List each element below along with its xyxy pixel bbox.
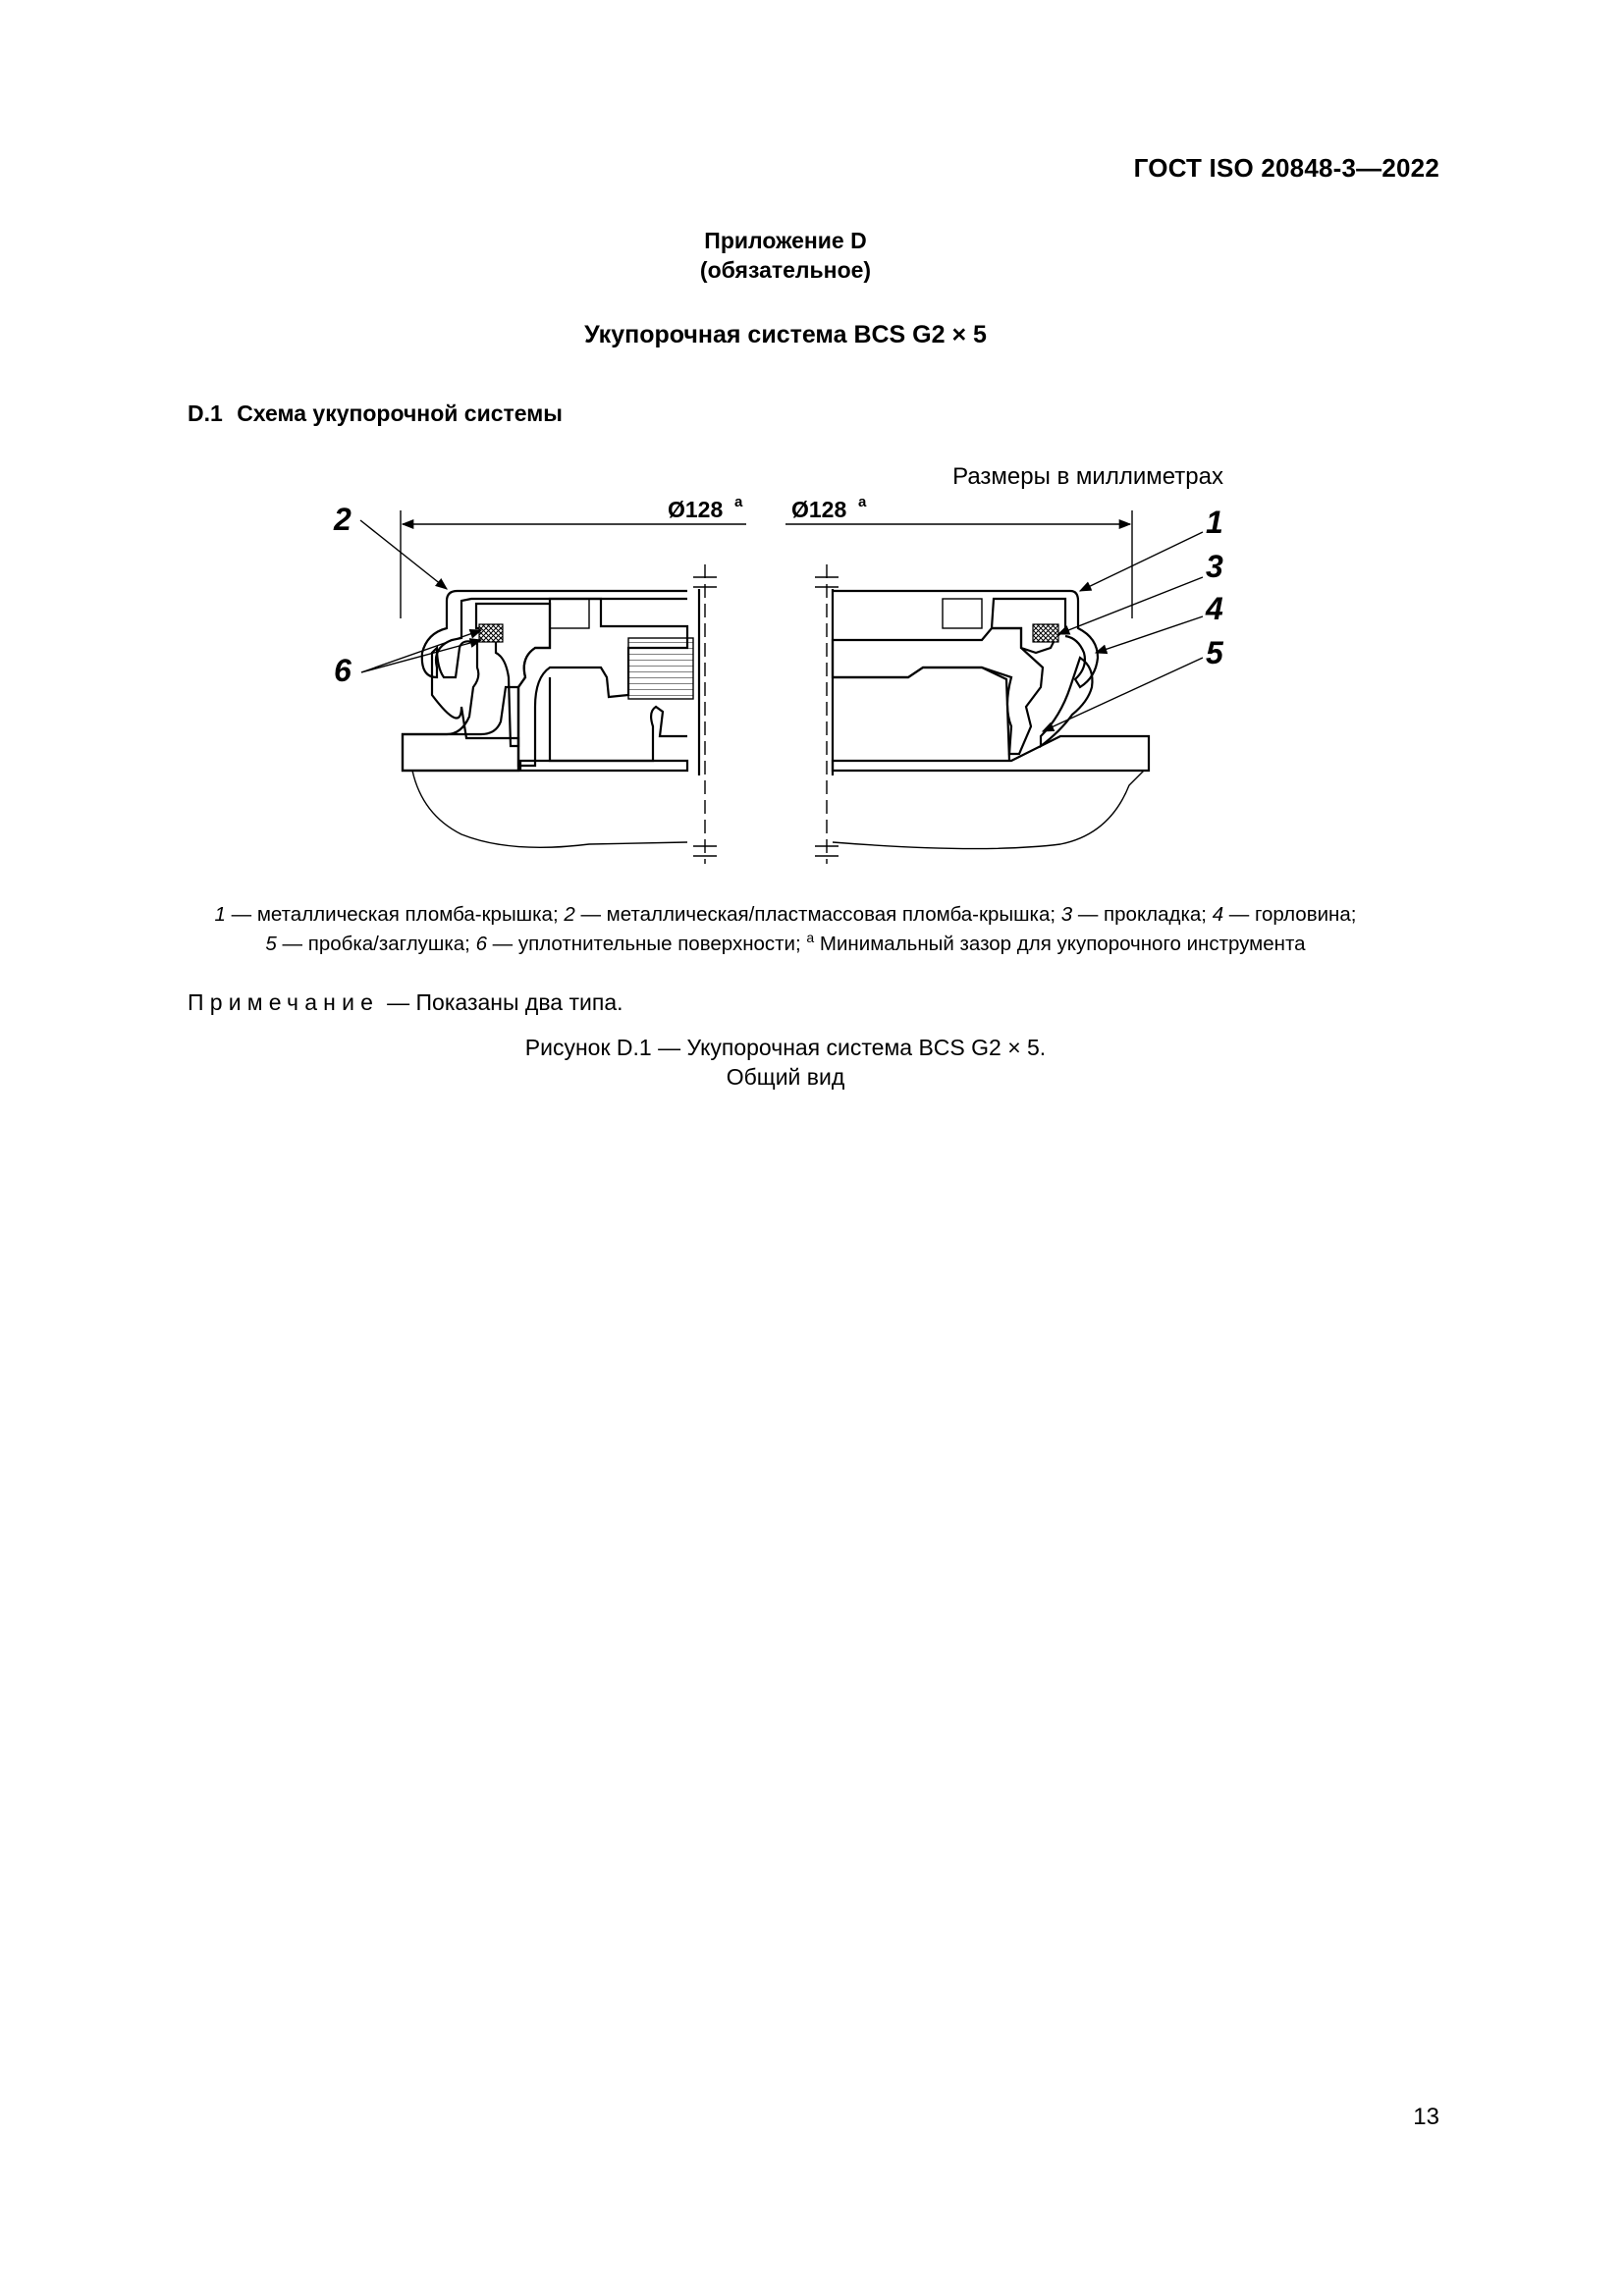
right-gasket xyxy=(1033,624,1058,642)
legend-item-2-number: 2 xyxy=(564,903,575,926)
legend-item-3-text: — прокладка; xyxy=(1072,903,1213,926)
left-top-recess xyxy=(550,599,589,628)
figure-legend-line-1 xyxy=(59,903,1512,927)
legend-item-5-number: 5 xyxy=(265,932,277,955)
callout-4: 4 xyxy=(1206,591,1223,626)
right-break-line xyxy=(833,771,1144,849)
closure-system-drawing xyxy=(0,0,1624,883)
callout-5: 5 xyxy=(1206,635,1223,670)
left-thread xyxy=(628,638,693,699)
right-inner-recess xyxy=(833,667,1009,761)
figure-caption: Рисунок D.1 — Укупорочная система BCS G2 × 5. xyxy=(524,1035,1047,1060)
left-break-line xyxy=(412,771,687,847)
units-note: Размеры в миллиметрах xyxy=(952,463,1223,490)
figure-caption-subtitle: Общий вид xyxy=(726,1064,845,1090)
clause-title: Схема укупорочной системы xyxy=(237,400,563,426)
callout-1: 1 xyxy=(1206,505,1223,540)
clause-number: D.1 xyxy=(188,400,223,426)
legend-item-6-number: 6 xyxy=(475,932,487,955)
left-gasket xyxy=(479,624,503,642)
legend-item-5-text: — пробка/заглушка; xyxy=(276,932,476,955)
figure-legend-line-2 xyxy=(59,930,1512,956)
left-half-section xyxy=(403,564,717,864)
page-number: 13 xyxy=(1413,2104,1439,2130)
right-drum-bottom xyxy=(833,736,1149,771)
callout-3: 3 xyxy=(1206,549,1223,584)
note-text: — Показаны два типа. xyxy=(387,989,623,1015)
legend-item-1-text: — металлическая пломба-крышка; xyxy=(225,903,565,926)
annex-heading: Укупорочная система BCS G2 × 5 xyxy=(584,321,987,348)
figure-note xyxy=(188,989,623,1016)
dimension-right-sup: a xyxy=(858,494,867,510)
dimension-left-sup: a xyxy=(734,494,743,510)
callout-2: 2 xyxy=(334,502,352,537)
right-drum-wall xyxy=(1041,658,1093,746)
right-half-section xyxy=(815,564,1149,864)
right-neck xyxy=(833,628,1043,754)
legend-item-2-text: — металлическая/пластмассовая пломба-крышка; xyxy=(574,903,1061,926)
legend-item-3-number: 3 xyxy=(1060,903,1073,926)
legend-item-6-text: — уплотнительные поверхности; xyxy=(486,932,807,955)
right-top-recess xyxy=(943,599,982,628)
document-code: ГОСТ ISO 20848-3—2022 xyxy=(1133,153,1439,183)
legend-item-1-number: 1 xyxy=(214,903,226,926)
callout-6: 6 xyxy=(334,653,352,688)
legend-item-4-text: — горловина; xyxy=(1223,903,1357,926)
legend-item-4-number: 4 xyxy=(1212,903,1224,926)
left-drum-wall xyxy=(403,641,518,771)
dimension-right-value: Ø128 xyxy=(791,497,847,522)
callouts xyxy=(333,502,1224,731)
note-label: Примечание xyxy=(188,989,380,1015)
left-drum-bottom xyxy=(520,761,687,771)
dimension-left-value: Ø128 xyxy=(668,497,724,522)
annex-status: (обязательное) xyxy=(699,257,872,283)
legend-footnote-text: Минимальный зазор для укупорочного инструмента xyxy=(814,932,1306,955)
legend-footnote-mark: a xyxy=(806,930,815,945)
annex-title: Приложение D xyxy=(704,228,867,253)
